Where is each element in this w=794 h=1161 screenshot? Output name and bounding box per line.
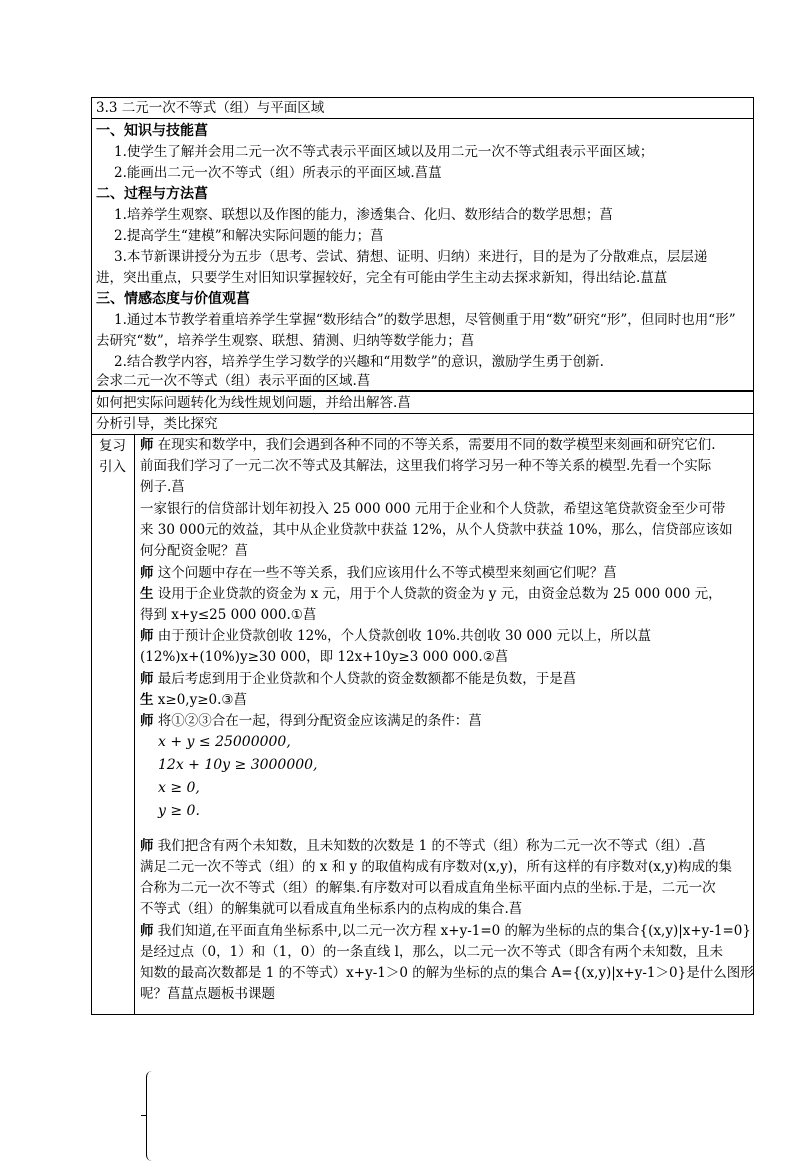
lesson-plan-table [91,97,754,1015]
content-line [140,606,316,624]
line-text: 例子.菖 [140,479,185,495]
content-line [140,670,576,688]
content-line [140,943,723,961]
speaker-label: 师 [140,713,154,729]
content-line [140,879,716,897]
content-line [140,712,482,730]
objective-item: 3.本节新课讲授分为五步（思考、尝试、猜想、证明、归纳）来进行，目的是为了分散难点，层层递 [114,249,708,265]
content-line [140,858,732,876]
line-text: 由于预计企业贷款创收 12%，个人贷款创收 10%.共创收 30 000 元以上，所以蒀 [153,628,651,644]
line-text: 得到 x+y≤25 000 000.①菖 [140,607,317,623]
system-inequality: 12x + 10y ≥ 3000000, [158,757,318,773]
line-text: 最后考虑到用于企业贷款和个人贷款的资金数额都不能是负数，于是菖 [153,671,577,687]
content-line [140,691,247,709]
key-point-row [92,370,753,392]
speaker-label: 生 [140,692,154,708]
line-text: 满足二元一次不等式（组）的 x 和 y 的取值构成有序数对(x,y)，所有这样的有序数对(x,y)构成的集 [140,859,733,875]
section-label-intro: 引入 [99,459,126,475]
content-line [140,900,522,918]
speaker-label: 生 [140,586,154,602]
line-text: 设用于企业贷款的资金为 x 元，用于个人贷款的资金为 y 元，由资金总数为 25 000 000 元， [153,586,722,602]
content-line [140,457,711,475]
line-text: 知数的最高次数都是 1 的不等式）x+y-1＞0 的解为坐标的点的集合 A={(x,y)|x+y-1＞0}是什么图形 [140,965,754,981]
content-line [140,837,706,855]
content-line [140,648,508,666]
line-text: 在现实和数学中，我们会遇到各种不同的不等关系，需要用不同的数学模型来刻画和研究它们. [153,437,716,453]
line-text: 是经过点（0，1）和（1，0）的一条直线 l，那么，以二元一次不等式（即含有两个未知数，且未 [140,944,723,960]
objective-item: 2.结合教学内容，培养学生学习数学的兴趣和“用数学”的意识，激励学生勇于创新. [114,354,604,370]
line-text: 我们把含有两个未知数，且未知数的次数是 1 的不等式（组）称为二元一次不等式（组）.菖 [153,838,706,854]
line-text: 这个问题中存在一些不等关系，我们应该用什么不等式模型来刻画它们呢？菖 [153,565,617,581]
system-inequality: x ≥ 0, [158,780,200,796]
line-text: 何分配资金呢？菖 [140,543,248,559]
objective-item: 2.提高学生“建模”和解决实际问题的能力；菖 [114,228,384,244]
content-line [140,627,651,645]
objective-item: 进，突出重点，只要学生对旧知识掌握较好，完全有可能由学生主动去探求新知，得出结论.蒀蒀 [96,270,668,286]
heading-process: 二、过程与方法菖 [96,186,208,202]
line-text: 呢？菖蒀点题板书课题 [140,986,275,1002]
speaker-label: 师 [140,923,154,939]
speaker-label: 师 [140,437,154,453]
content-line [140,564,617,582]
content-line [140,922,751,940]
heading-attitude: 三、情感态度与价值观菖 [96,291,250,307]
line-text: 合称为二元一次不等式（组）的解集.有序数对可以看成直角坐标平面内点的坐标.于是，二元一次 [140,880,716,896]
line-text: 不等式（组）的解集就可以看成直角坐标系内的点构成的集合.菖 [140,901,523,917]
speaker-label: 师 [140,565,154,581]
content-line [140,542,248,560]
line-text: 一家银行的信贷部计划年初投入 25 000 000 元用于企业和个人贷款，希望这笔贷款资金至少可带 [140,501,726,517]
content-line [140,521,733,539]
method-row [92,414,753,435]
section-label-review: 复习 [99,438,126,454]
system-inequality: x + y ≤ 25000000, [158,734,291,750]
line-text: (12%)x+(10%)y≥30 000，即 12x+10y≥3 000 000.②菖 [140,649,509,665]
key-point: 会求二元一次不等式（组）表示平面的区域.菖 [96,373,371,389]
line-text: 来 30 000元的效益，其中从企业贷款中获益 12%，从个人贷款中获益 10%，那么，信贷部应该如 [140,522,733,538]
lesson-title: 3.3 二元一次不等式（组）与平面区域 [96,100,325,116]
line-text: 前面我们学习了一元二次不等式及其解法，这里我们将学习另一种不等关系的模型.先看一个实际 [140,458,712,474]
line-text: 我们知道,在平面直角坐标系中,以二元一次方程 x+y-1=0 的解为坐标的点的集合{(x,y)|x+y-1=0} [153,923,751,939]
objective-item: 1.培养学生观察、联想以及作图的能力，渗透集合、化归、数形结合的数学思想；菖 [114,207,613,223]
objective-item: 1.通过本节教学着重培养学生掌握“数形结合”的数学思想，尽管侧重于用“数”研究“形”，但同时也用“形” [114,312,736,328]
speaker-label: 师 [140,671,154,687]
content-line [140,478,185,496]
content-line [140,964,754,982]
difficulty-row [92,392,753,414]
difficulty: 如何把实际问题转化为线性规划问题，并给出解答.菖 [96,395,411,411]
heading-knowledge: 一、知识与技能菖 [96,123,208,139]
column-divider [134,435,135,1015]
objectives-row [92,119,753,391]
content-line [140,436,716,454]
line-text: x≥0,y≥0.③菖 [153,692,248,708]
objective-item: 1.使学生了解并会用二元一次不等式表示平面区域以及用二元一次不等式组表示平面区域； [114,144,654,160]
system-inequality: y ≥ 0. [158,803,200,819]
objective-item: 去研究“数”，培养学生观察、联想、猜测、归纳等数学能力；菖 [96,333,475,349]
content-line [140,985,275,1003]
lesson-content [140,435,752,1015]
brace [146,1071,155,1161]
speaker-label: 师 [140,838,154,854]
line-text: 将①②③合在一起，得到分配资金应该满足的条件：菖 [153,713,482,729]
content-line [140,500,725,518]
title-row [92,98,753,119]
content-line [140,585,722,603]
speaker-label: 师 [140,628,154,644]
objective-item: 2.能画出二元一次不等式（组）所表示的平面区域.菖蒀 [114,165,442,181]
teaching-method: 分析引导，类比探究 [96,416,218,432]
